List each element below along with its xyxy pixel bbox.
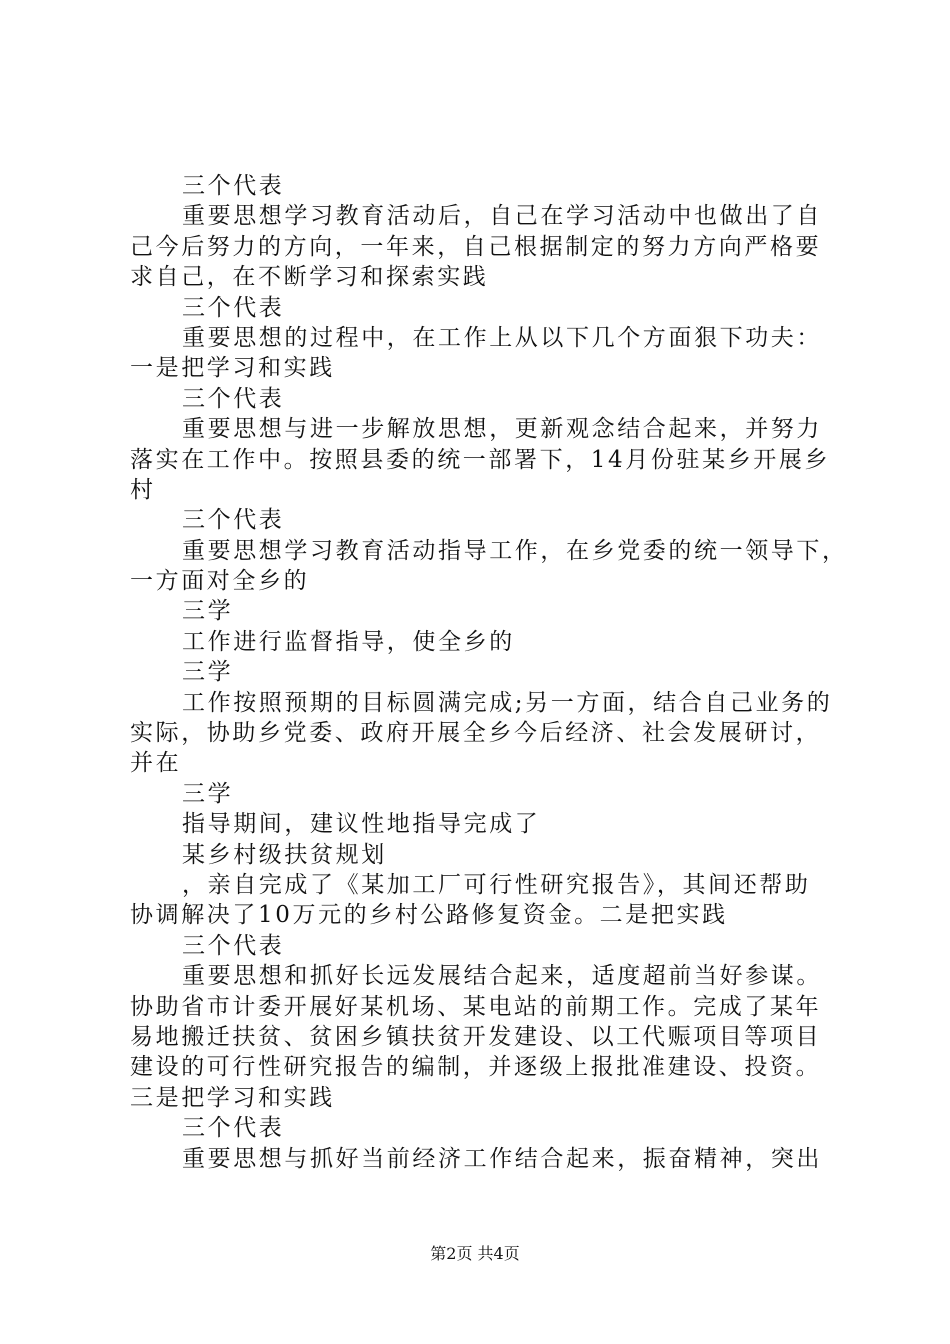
text-line: 指导期间，建议性地指导完成了	[182, 811, 541, 838]
text-line: 三个代表	[182, 294, 285, 321]
text-line: 并在	[130, 750, 182, 777]
text-line: 己今后努力的方向，一年来，自己根据制定的努力方向严格要	[130, 233, 822, 260]
text-line: 三学	[182, 598, 234, 625]
text-line: 三是把学习和实践	[130, 1084, 335, 1111]
text-line: 村	[130, 476, 156, 503]
text-line: 重要思想和抓好长远发展结合起来，适度超前当好参谋。	[182, 963, 822, 990]
text-line: 工作进行监督指导，使全乡的	[182, 628, 515, 655]
text-line: ，亲自完成了《某加工厂可行性研究报告》，其间还帮助	[182, 871, 811, 898]
text-line: 工作按照预期的目标圆满完成;另一方面，结合自己业务的	[182, 689, 833, 716]
text-line: 协调解决了10万元的乡村公路修复资金。二是把实践	[130, 902, 728, 929]
text-line: 协助省市计委开展好某机场、某电站的前期工作。完成了某年	[130, 993, 822, 1020]
text-line: 三学	[182, 659, 234, 686]
text-line: 求自己，在不断学习和探索实践	[130, 264, 489, 291]
text-line: 重要思想的过程中，在工作上从以下几个方面狠下功夫：	[182, 324, 822, 351]
text-line: 三个代表	[182, 173, 285, 199]
text-line: 三个代表	[182, 385, 285, 412]
text-line: 三个代表	[182, 507, 285, 534]
text-line: 一是把学习和实践	[130, 355, 335, 382]
text-line: 重要思想与进一步解放思想，更新观念结合起来，并努力	[182, 416, 822, 443]
text-line: 落实在工作中。按照县委的统一部署下，14月份驻某乡开展乡	[130, 446, 831, 473]
text-line: 三个代表	[182, 932, 285, 959]
document-body	[130, 171, 848, 1174]
text-line: 易地搬迁扶贫、贫困乡镇扶贫开发建设、以工代赈项目等项目	[130, 1023, 822, 1050]
text-line: 一方面对全乡的	[130, 568, 310, 595]
text-line: 三个代表	[182, 1115, 285, 1142]
text-line: 重要思想学习教育活动后，自己在学习活动中也做出了自	[182, 203, 822, 230]
text-line: 重要思想与抓好当前经济工作结合起来，振奋精神，突出	[182, 1145, 822, 1172]
text-line: 重要思想学习教育活动指导工作，在乡党委的统一领导下，	[182, 537, 848, 564]
text-line: 实际，协助乡党委、政府开展全乡今后经济、社会发展研讨，	[130, 720, 822, 747]
text-line: 建设的可行性研究报告的编制，并逐级上报批准建设、投资。	[130, 1054, 822, 1081]
text-line: 三学	[182, 780, 234, 807]
page-number-footer: 第2页 共4页	[430, 1244, 520, 1263]
text-line: 某乡村级扶贫规划	[182, 841, 387, 868]
